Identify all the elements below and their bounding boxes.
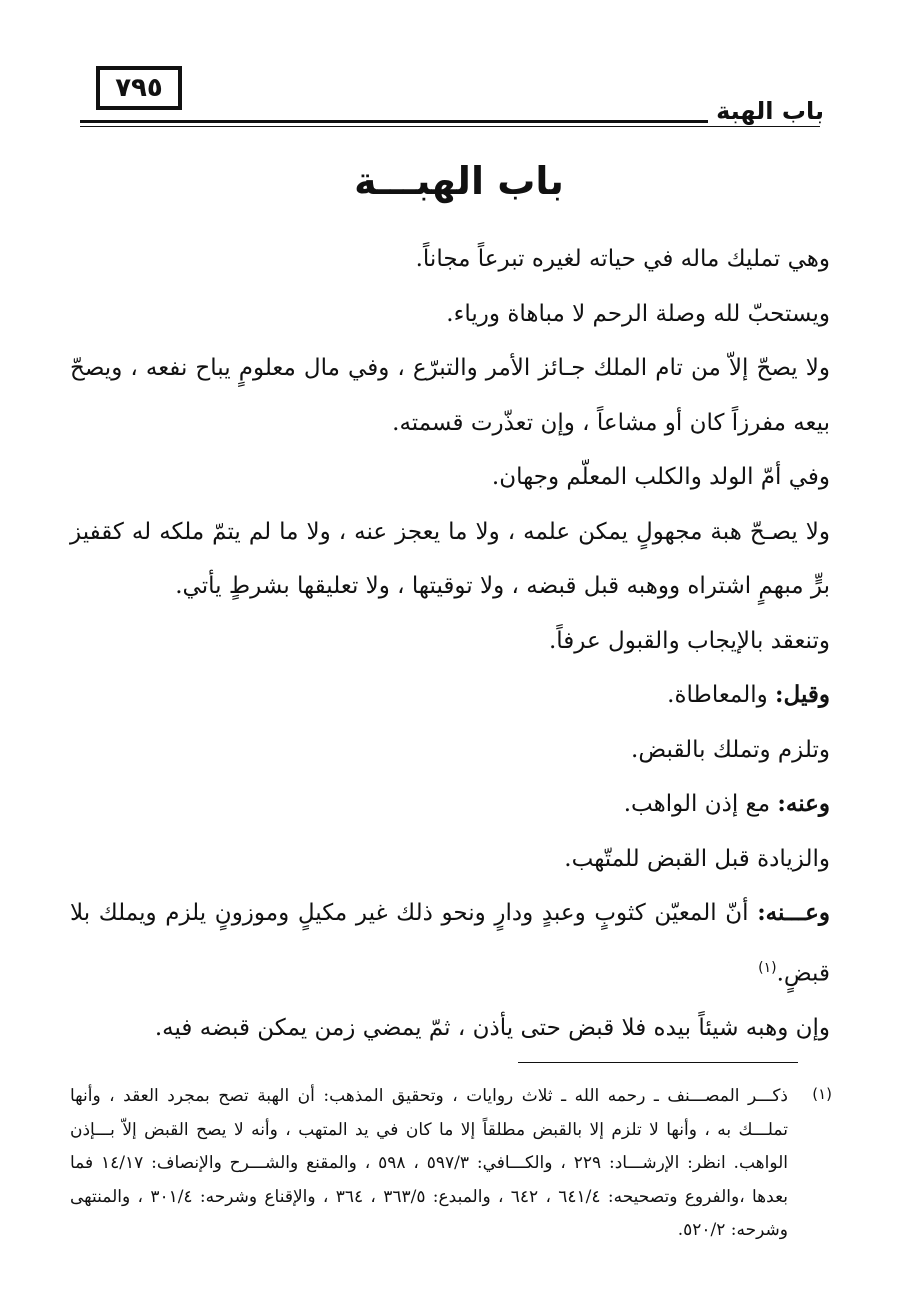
paragraph-contract-formation: وتنعقد بالإيجاب والقبول عرفاً. bbox=[548, 627, 830, 654]
footnote-separator bbox=[518, 1062, 798, 1063]
footnote-marker: (١) bbox=[812, 1085, 832, 1103]
lead-word: وعـــنه: bbox=[757, 899, 830, 926]
paragraph-validity-conditions: ولا يصحّ إلاّ من تام الملك جـائز الأمر والتبرّع ، وفي مال معلومٍ يباح نفعه ، ويصحّ بيعه مفرزاً كان أو مشاعاً ، وإن تعذّرت قسمته. bbox=[70, 355, 830, 436]
paragraph-binding-by-possession: وتلزم وتملك بالقبض. bbox=[631, 736, 830, 763]
body-text bbox=[70, 232, 830, 1055]
paragraph-gift-in-hand: وإن وهبه شيئاً بيده فلا قبض حتى يأذن ، ثمّ يمضي زمن يمكن قبضه فيه. bbox=[154, 1014, 830, 1041]
footnote-text: ذكـــر المصـــنف ـ رحمه الله ـ ثلاث روايات ، وتحقيق المذهب: أن الهبة تصح بمجرد العقد ، وأنها تملـــك به ، وأنها لا تلزم إلا بالقبض مطلقاً إلا ما كان في يد المتهب ، وأنه لا يصح القبض إلاّ بـــإذن الواهب. انظر: الإرشـــاد: ٢٢٩ ، والكـــافي: ٥٩٧/٣ ، ٥٩٨ ، والمقنع والشـــرح والإنصاف: ١٤/١٧ فما بعدها ،والفروع وتصحيحه: ٦٤١/٤ ، ٦٤٢ ، والمبدع: ٣٦٣/٥ ، ٣٦٤ ، والإقناع وشرحه: ٣٠١/٤ ، والمنتهى وشرحه: ٥٢٠/٢. bbox=[70, 1086, 789, 1240]
page-number: ٧٩٥ bbox=[115, 73, 163, 103]
lead-word: وقيل: bbox=[775, 681, 830, 708]
paragraph-rest: أنّ المعيّن كثوبٍ وعبدٍ ودارٍ ونحو ذلك غير مكيلٍ وموزونٍ يلزم ويملك بلا قبضٍ. bbox=[70, 900, 830, 987]
paragraph-narration-specified bbox=[70, 886, 830, 1001]
paragraph-opinion-muatat bbox=[70, 668, 830, 723]
footnote-reference[interactable]: (١) bbox=[758, 959, 777, 976]
paragraph-rest: والمعاطاة. bbox=[667, 682, 776, 708]
paragraph-umm-walad: وفي أمّ الولد والكلب المعلّم وجهان. bbox=[491, 464, 830, 490]
paragraph-rest: مع إذن الواهب. bbox=[623, 791, 778, 817]
chapter-title: باب الهبـــة bbox=[354, 159, 564, 203]
header-rule-thin bbox=[80, 126, 820, 127]
paragraph-recommendation: ويستحبّ لله وصلة الرحم لا مباهاة ورياء. bbox=[446, 300, 830, 327]
paragraph-narration-permission bbox=[70, 777, 830, 832]
paragraph-increase: والزيادة قبل القبض للمتّهب. bbox=[564, 845, 830, 872]
paragraph-invalid-gifts: ولا يصـحّ هبة مجهولٍ يمكن علمه ، ولا ما يعجز عنه ، ولا ما لم يتمّ ملكه له كقفيز برٍّ مبهمٍ اشتراه ووهبه قبل قبضه ، ولا توقيتها ، ولا تعليقها بشرطٍ يأتي. bbox=[70, 518, 830, 599]
footnote-item bbox=[70, 1080, 832, 1248]
paragraph-definition: وهي تمليك ماله في حياته لغيره تبرعاً مجاناً. bbox=[415, 246, 830, 272]
page-number-box bbox=[96, 66, 182, 110]
footnotes bbox=[70, 1080, 832, 1248]
lead-word: وعنه: bbox=[777, 790, 830, 817]
running-title: باب الهبة bbox=[708, 96, 832, 126]
